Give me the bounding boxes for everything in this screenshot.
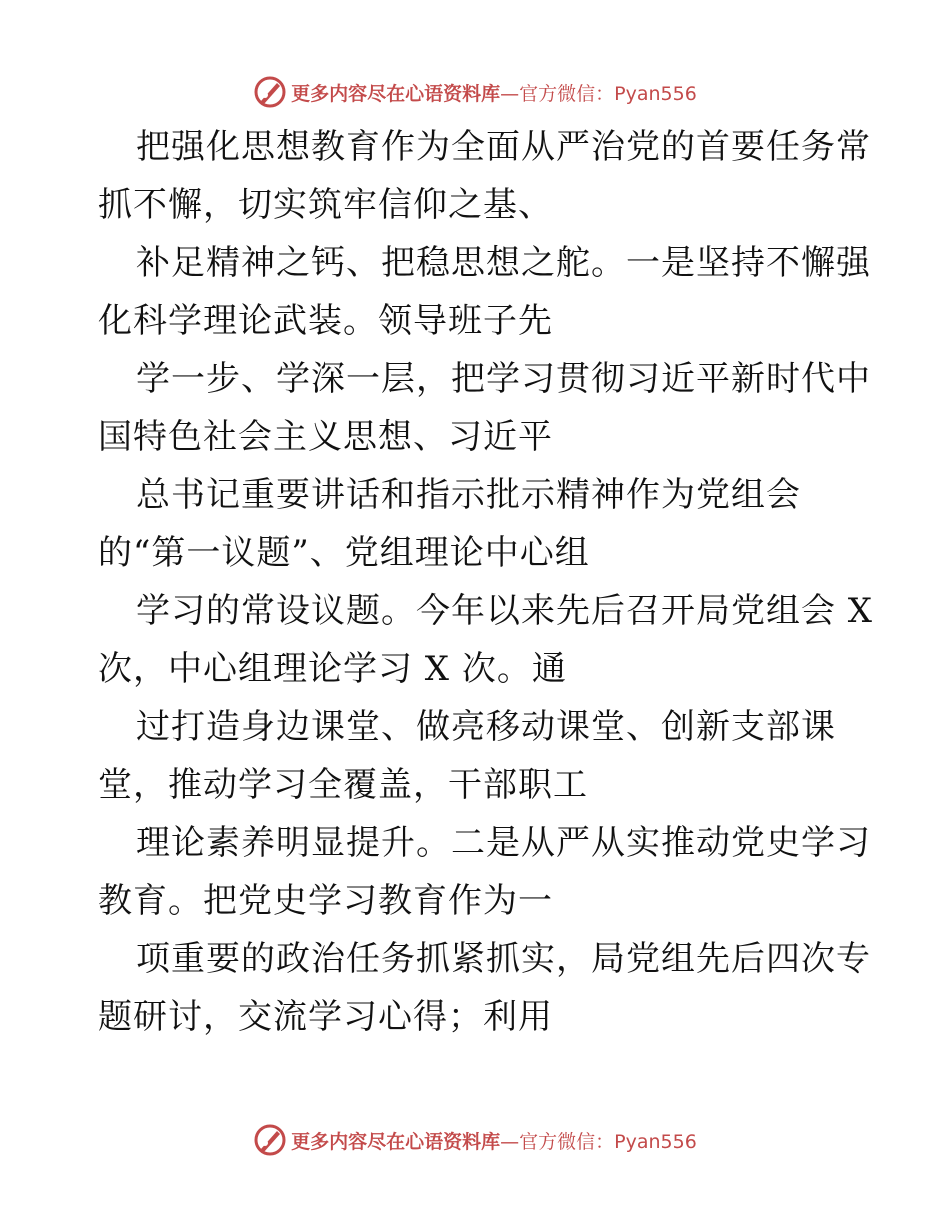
text-line: 理论素养明显提升。二是从严从实推动党史学习 xyxy=(136,823,871,863)
watermark-site-text: 更多内容尽在心语资料库 xyxy=(291,1130,501,1153)
text-line: 把强化思想教育作为全面从严治党的首要任务常 xyxy=(136,127,871,167)
text-line: 学习的常设议题。今年以来先后召开局党组会 X xyxy=(136,591,874,631)
text-line: 次，中心组理论学习 X 次。通 xyxy=(98,649,567,689)
text-line: 学一步、学深一层，把学习贯彻习近平新时代中 xyxy=(136,359,871,399)
text-line: 堂，推动学习全覆盖，干部职工 xyxy=(98,765,588,805)
pen-logo-icon xyxy=(253,1123,287,1157)
text-line: 教育。把党史学习教育作为一 xyxy=(98,881,553,921)
text-line: 化科学理论武装。领导班子先 xyxy=(98,301,553,341)
text-line: 总书记重要讲话和指示批示精神作为党组会 xyxy=(136,475,801,515)
text-line: 补足精神之钙、把稳思想之舵。一是坚持不懈强 xyxy=(136,243,871,283)
text-line: 项重要的政治任务抓紧抓实，局党组先后四次专 xyxy=(136,939,871,979)
document-body xyxy=(98,118,874,1046)
watermark-contact-text: —官方微信：Pyan556 xyxy=(500,82,697,105)
watermark-contact-text: —官方微信：Pyan556 xyxy=(500,1130,697,1153)
text-line: 过打造身边课堂、做亮移动课堂、创新支部课 xyxy=(136,707,836,747)
text-line: 国特色社会主义思想、习近平 xyxy=(98,417,553,457)
text-line: 题研讨，交流学习心得；利用 xyxy=(98,997,553,1037)
pen-logo-icon xyxy=(253,75,287,109)
text-line: 抓不懈，切实筑牢信仰之基、 xyxy=(98,185,553,225)
header-watermark xyxy=(0,72,950,112)
watermark-site-text: 更多内容尽在心语资料库 xyxy=(291,82,501,105)
text-line: 的“第一议题”、党组理论中心组 xyxy=(98,533,590,573)
footer-watermark xyxy=(0,1120,950,1160)
